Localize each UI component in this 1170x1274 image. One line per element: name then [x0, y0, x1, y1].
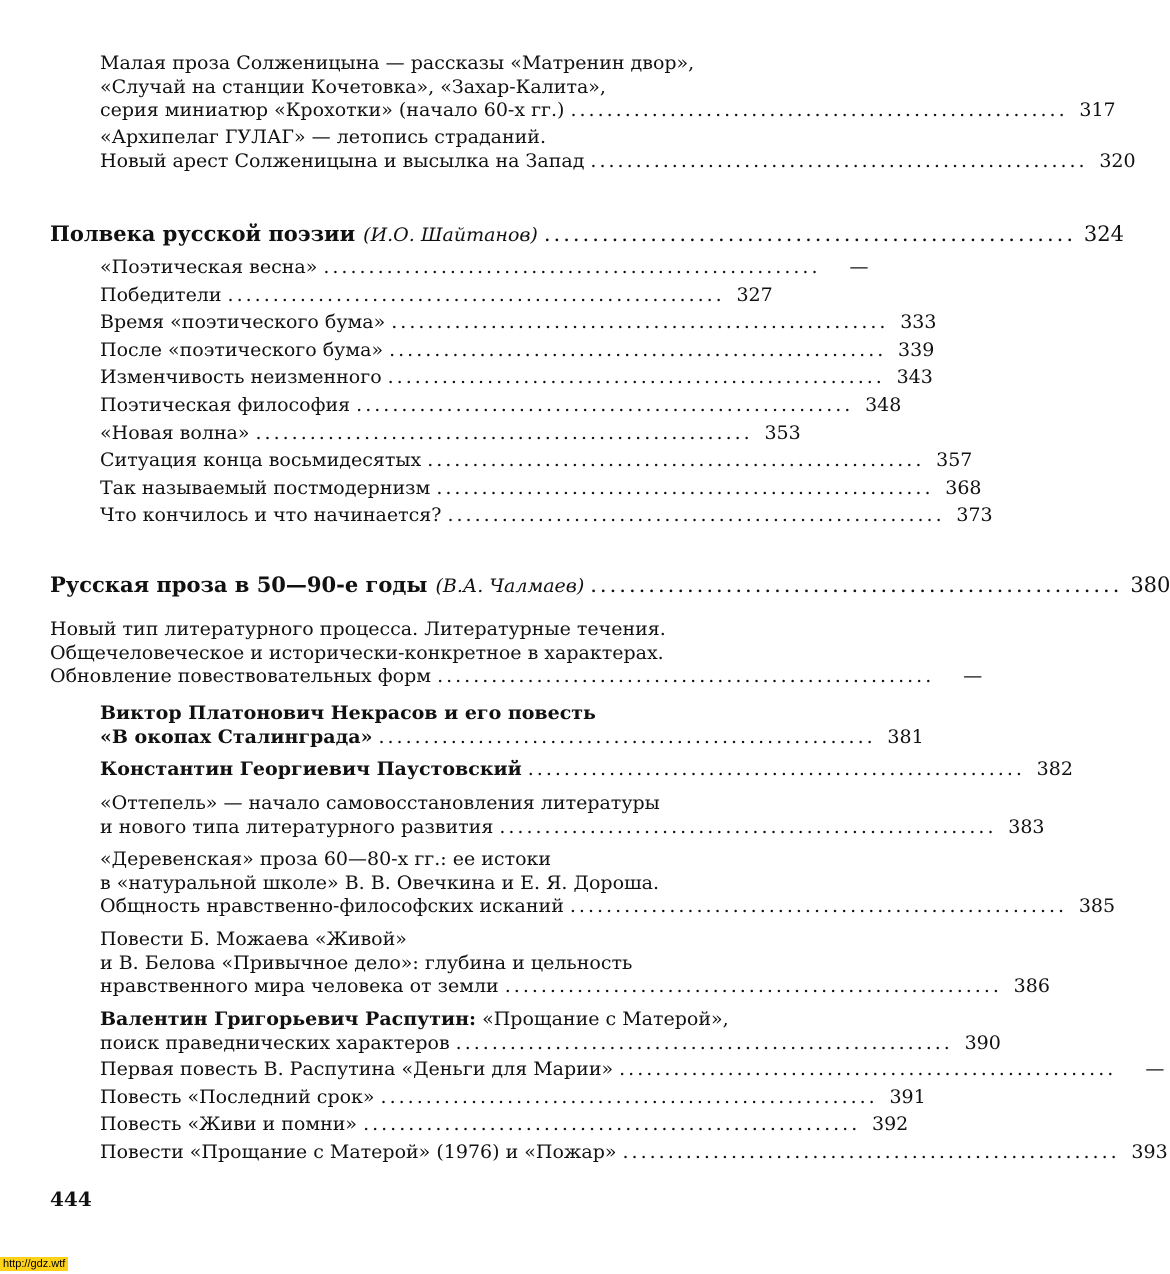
- entry-line: «Оттепель» — начало самовосстановления литературы: [100, 792, 660, 814]
- toc-item: [100, 1084, 926, 1112]
- entry-title: После «поэтического бума»: [100, 338, 384, 361]
- dot-leader: .......................................................: [389, 338, 887, 361]
- dot-leader: .......................................................: [622, 1140, 1120, 1163]
- entry-title: нравственного мира человека от земли: [100, 975, 499, 997]
- entry-line: Повести Б. Можаева «Живой»: [100, 928, 407, 950]
- entry-title: Первая повесть В. Распутина «Деньги для Марии»: [100, 1058, 614, 1080]
- entry-title: Ситуация конца восьмидесятых: [100, 449, 422, 472]
- entry-title: Общность нравственно-философских исканий: [100, 895, 564, 917]
- toc-entry-rasputin: [100, 1008, 1001, 1055]
- dot-leader: .......................................................: [619, 1058, 1117, 1080]
- dot-leader: .......................................................: [323, 256, 821, 278]
- dot-leader: .......................................................: [427, 449, 925, 472]
- section-author: (И.О. Шайтанов): [363, 224, 538, 246]
- entry-title: Повести «Прощание с Матерой» (1976) и «Пожар»: [100, 1140, 617, 1163]
- dot-leader: .......................................................: [437, 665, 935, 687]
- entry-title: Поэтическая философия: [100, 393, 351, 416]
- page-ref: 368: [945, 476, 982, 499]
- section-author: (В.А. Чалмаев): [435, 575, 585, 597]
- watermark-link[interactable]: http://gdz.wtf: [0, 1257, 68, 1271]
- dot-leader: .......................................................: [255, 421, 753, 444]
- toc-entry-intro: [50, 618, 983, 689]
- page-ref: 339: [898, 338, 935, 361]
- entry-title: «В окопах Сталинграда»: [100, 725, 373, 748]
- page-ref: 324: [1083, 222, 1125, 246]
- entry-line: «Деревенская» проза 60—80-х гг.: ее истоки: [100, 848, 552, 870]
- entry-title: и нового типа литературного развития: [100, 815, 494, 838]
- toc-item: [100, 337, 935, 365]
- dot-leader: .......................................................: [590, 573, 1123, 597]
- toc-entry-village-prose: [100, 848, 1116, 919]
- entry-title: поиск праведнических характеров: [100, 1031, 450, 1054]
- entry-title: Повесть «Живи и помни»: [100, 1113, 358, 1136]
- entry-line: Виктор Платонович Некрасов и его повесть: [100, 702, 596, 724]
- entry-line: Общечеловеческое и исторически-конкретное в характерах.: [50, 641, 664, 664]
- page-ref: 373: [956, 504, 993, 527]
- entry-title: серия миниатюр «Крохотки» (начало 60-х гг.): [100, 99, 565, 121]
- entry-title: Победители: [100, 283, 222, 306]
- dot-leader: .......................................................: [504, 975, 1002, 997]
- toc-entry-solzhenitsyn-short-prose: [100, 52, 1116, 123]
- toc-entry-paustovsky: [100, 758, 1073, 782]
- page-ref: 386: [1013, 975, 1050, 997]
- entry-title: Повесть «Последний срок»: [100, 1085, 375, 1108]
- dot-leader: .......................................................: [569, 895, 1068, 917]
- page-ref: 382: [1036, 758, 1073, 780]
- entry-title: Что кончилось и что начинается?: [100, 504, 442, 527]
- toc-item: [100, 392, 902, 420]
- toc-item: [100, 420, 801, 448]
- toc-item: [100, 502, 993, 530]
- dot-leader: .......................................................: [387, 366, 885, 389]
- dot-leader: .......................................................: [380, 1085, 878, 1108]
- section-title: Русская проза в 50—90-е годы: [50, 572, 428, 597]
- entry-line: в «натуральной школе» В. В. Овечкина и Е. Я. Дороша.: [100, 871, 660, 894]
- dot-leader: .......................................................: [499, 815, 997, 838]
- toc-entry-ottepel: [100, 792, 1045, 839]
- page-ref: 383: [1008, 815, 1045, 838]
- page-ref: —: [849, 256, 869, 278]
- page-ref: 357: [936, 449, 973, 472]
- dot-leader: .......................................................: [570, 99, 1068, 121]
- dot-leader: .......................................................: [436, 476, 934, 499]
- toc-item: [100, 282, 773, 310]
- toc-entry-mozhaev-belov: [100, 928, 1050, 999]
- entry-title: Константин Георгиевич Паустовский: [100, 758, 522, 780]
- toc-item: [100, 1139, 1168, 1167]
- page-ref: 343: [896, 366, 933, 389]
- entry-line: «Случай на станции Кочетовка», «Захар-Калита»,: [100, 75, 606, 98]
- dot-leader: .......................................................: [227, 283, 725, 306]
- page-ref: —: [963, 665, 983, 687]
- dot-leader: .......................................................: [356, 393, 854, 416]
- entry-title: Изменчивость неизменного: [100, 366, 382, 389]
- page-ref: 393: [1131, 1140, 1168, 1163]
- dot-leader: .......................................................: [363, 1113, 861, 1136]
- entry-line: Новый тип литературного процесса. Литературные течения.: [50, 618, 666, 640]
- page-ref: 348: [865, 393, 902, 416]
- page-ref: 320: [1099, 149, 1136, 172]
- toc-entry-nekrasov: [100, 702, 924, 749]
- section1-items: [100, 254, 993, 530]
- dot-leader: .......................................................: [527, 758, 1025, 780]
- page-ref: 380: [1130, 573, 1170, 597]
- entry-author: Валентин Григорьевич Распутин:: [100, 1008, 477, 1030]
- section-heading-poetry: [50, 220, 1125, 246]
- dot-leader: .......................................................: [378, 725, 876, 748]
- entry-title: Новый арест Солженицына и высылка на Запад: [100, 149, 585, 172]
- entry-line: и В. Белова «Привычное дело»: глубина и цельность: [100, 951, 633, 974]
- page-ref: 385: [1078, 895, 1116, 917]
- entry-title: «Поэтическая весна»: [100, 256, 318, 278]
- dot-leader: .......................................................: [543, 222, 1077, 246]
- page-ref: —: [1145, 1058, 1165, 1080]
- toc-entry-gulag: [100, 126, 1136, 173]
- page-ref: 391: [889, 1085, 926, 1108]
- page-ref: 381: [887, 725, 924, 748]
- toc-item: [100, 475, 982, 503]
- section-heading-prose: [50, 571, 1170, 597]
- page-ref: 333: [900, 311, 937, 334]
- page-ref: 390: [964, 1031, 1001, 1054]
- toc-item: [100, 254, 869, 282]
- toc-item: [100, 1111, 909, 1139]
- section-title: Полвека русской поэзии: [50, 221, 356, 246]
- toc-item: [100, 1056, 1165, 1084]
- entry-title: Так называемый постмодернизм: [100, 476, 431, 499]
- entry-title: Обновление повествовательных форм: [50, 665, 432, 687]
- rasputin-items: [100, 1056, 1168, 1166]
- dot-leader: .......................................................: [455, 1031, 953, 1054]
- page-ref: 317: [1079, 99, 1116, 121]
- page-number: 444: [50, 1187, 92, 1211]
- dot-leader: .......................................................: [590, 149, 1088, 172]
- entry-line: «Прощание с Матерой»,: [476, 1008, 729, 1030]
- entry-title: «Новая волна»: [100, 421, 250, 444]
- entry-title: Время «поэтического бума»: [100, 311, 386, 334]
- page-ref: 392: [871, 1113, 909, 1136]
- entry-line: Малая проза Солженицына — рассказы «Матренин двор»,: [100, 52, 695, 74]
- entry-line: «Архипелаг ГУЛАГ» — летопись страданий.: [100, 126, 547, 148]
- toc-item: [100, 309, 937, 337]
- page-ref: 353: [764, 421, 801, 444]
- dot-leader: .......................................................: [391, 311, 889, 334]
- page-ref: 327: [736, 283, 773, 306]
- dot-leader: .......................................................: [447, 504, 945, 527]
- toc-item: [100, 447, 973, 475]
- toc-item: [100, 364, 933, 392]
